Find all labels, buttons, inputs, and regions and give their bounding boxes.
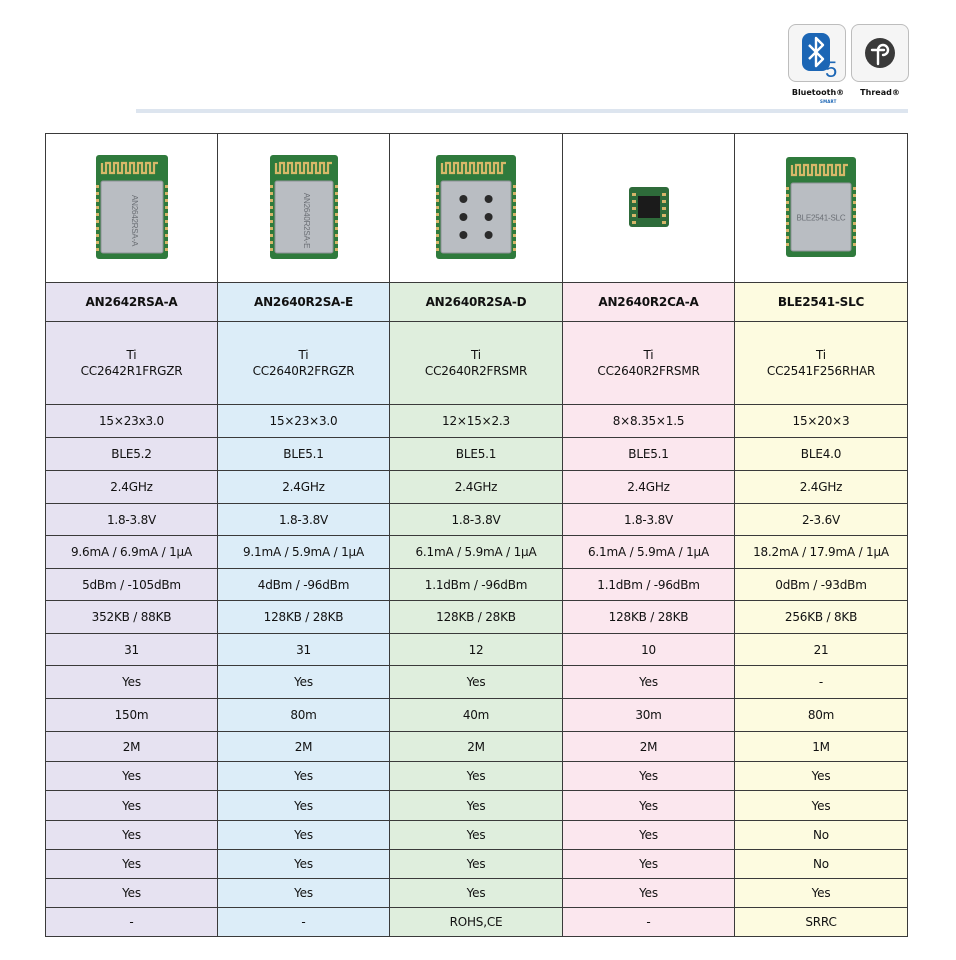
module-image-row <box>46 134 908 283</box>
spec-cell: BLE5.1 <box>390 438 563 471</box>
spec-cell: 15×23x3.0 <box>46 405 218 438</box>
spec-cell: - <box>563 908 735 937</box>
spec-row <box>46 821 908 850</box>
spec-cell: Yes <box>46 791 218 821</box>
spec-cell: Yes <box>390 666 563 699</box>
spec-cell: Yes <box>46 850 218 879</box>
spec-cell: 1.8-3.8V <box>218 504 390 536</box>
thread-logo <box>851 24 909 82</box>
chip-part: CC2541F256RHAR <box>766 364 876 378</box>
spec-cell: 2M <box>218 732 390 762</box>
model-name: AN2640R2SA-D <box>390 283 563 322</box>
spec-cell: 9.6mA / 6.9mA / 1µA <box>46 536 218 569</box>
chip-row <box>46 322 908 405</box>
spec-cell: 6.1mA / 5.9mA / 1µA <box>563 536 735 569</box>
module-photo-1 <box>270 155 338 259</box>
spec-cell: 30m <box>563 699 735 732</box>
spec-cell: 2-3.6V <box>735 504 908 536</box>
spec-cell: 15×20×3 <box>735 405 908 438</box>
spec-cell: 128KB / 28KB <box>390 601 563 634</box>
spec-row <box>46 908 908 937</box>
spec-cell: SRRC <box>735 908 908 937</box>
protocol-badges <box>788 24 910 114</box>
chip-vendor: Ti <box>816 348 826 362</box>
module-image-cell <box>46 134 218 283</box>
spec-cell: 2M <box>563 732 735 762</box>
module-photo-2 <box>436 155 516 259</box>
spec-row <box>46 699 908 732</box>
spec-row <box>46 634 908 666</box>
model-name-row <box>46 283 908 322</box>
spec-row <box>46 666 908 699</box>
spec-cell: 352KB / 88KB <box>46 601 218 634</box>
spec-row <box>46 438 908 471</box>
spec-cell: BLE5.1 <box>563 438 735 471</box>
spec-cell: Yes <box>218 666 390 699</box>
spec-cell: Yes <box>390 879 563 908</box>
module-comparison-table <box>45 133 908 937</box>
module-photo-0 <box>96 155 168 259</box>
spec-cell: 12 <box>390 634 563 666</box>
spec-cell: 1M <box>735 732 908 762</box>
module-photo-4 <box>786 157 856 257</box>
spec-cell: - <box>46 908 218 937</box>
module-image-cell <box>390 134 563 283</box>
model-name: AN2640R2SA-E <box>218 283 390 322</box>
spec-cell: 1.1dBm / -96dBm <box>390 569 563 601</box>
spec-row <box>46 504 908 536</box>
module-marking-text: BLE2541-SLC <box>796 212 846 222</box>
spec-cell: Yes <box>218 879 390 908</box>
spec-cell: 15×23×3.0 <box>218 405 390 438</box>
chip-vendor: Ti <box>298 348 309 362</box>
bluetooth-version-digit: 5 <box>825 57 838 81</box>
spec-cell: Yes <box>390 821 563 850</box>
bluetooth-smart-label: SMART <box>820 99 837 104</box>
spec-cell: BLE4.0 <box>735 438 908 471</box>
header-divider <box>136 109 908 113</box>
chip-vendor: Ti <box>471 348 481 362</box>
chip-vendor: Ti <box>126 348 137 362</box>
spec-cell: Yes <box>46 821 218 850</box>
spec-cell: 1.8-3.8V <box>46 504 218 536</box>
spec-cell: Yes <box>218 762 390 791</box>
spec-cell: - <box>735 666 908 699</box>
chip-part: CC2642R1FRGZR <box>80 364 183 378</box>
spec-cell: Yes <box>46 879 218 908</box>
spec-cell: 2.4GHz <box>218 471 390 504</box>
spec-cell: 12×15×2.3 <box>390 405 563 438</box>
chip-cell <box>218 322 390 405</box>
spec-cell: Yes <box>46 762 218 791</box>
spec-cell: 2.4GHz <box>563 471 735 504</box>
spec-cell: 80m <box>218 699 390 732</box>
spec-row <box>46 569 908 601</box>
spec-cell: 40m <box>390 699 563 732</box>
spec-cell: Yes <box>735 762 908 791</box>
spec-cell: 80m <box>735 699 908 732</box>
spec-row <box>46 601 908 634</box>
spec-row <box>46 850 908 879</box>
spec-cell: Yes <box>218 791 390 821</box>
spec-cell: 6.1mA / 5.9mA / 1µA <box>390 536 563 569</box>
module-image-cell <box>735 134 908 283</box>
model-name: AN2640R2CA-A <box>563 283 735 322</box>
model-name: BLE2541-SLC <box>735 283 908 322</box>
spec-cell: Yes <box>563 762 735 791</box>
spec-cell: 10 <box>563 634 735 666</box>
spec-cell: 2.4GHz <box>46 471 218 504</box>
chip-part: CC2640R2FRGZR <box>252 364 355 378</box>
spec-cell: Yes <box>218 821 390 850</box>
spec-cell: Yes <box>563 821 735 850</box>
spec-cell: 9.1mA / 5.9mA / 1µA <box>218 536 390 569</box>
spec-row <box>46 879 908 908</box>
spec-row <box>46 762 908 791</box>
chip-part: CC2640R2FRSMR <box>424 364 528 378</box>
spec-cell: ROHS,CE <box>390 908 563 937</box>
spec-cell: 21 <box>735 634 908 666</box>
spec-cell: Yes <box>390 791 563 821</box>
spec-cell: Yes <box>735 879 908 908</box>
module-photo-3 <box>629 187 669 227</box>
spec-cell: 128KB / 28KB <box>563 601 735 634</box>
spec-row <box>46 791 908 821</box>
spec-cell: 4dBm / -96dBm <box>218 569 390 601</box>
spec-cell: 256KB / 8KB <box>735 601 908 634</box>
spec-cell: 1.1dBm / -96dBm <box>563 569 735 601</box>
chip-cell <box>735 322 908 405</box>
spec-cell: Yes <box>563 879 735 908</box>
spec-cell: Yes <box>46 666 218 699</box>
spec-row <box>46 536 908 569</box>
spec-cell: 31 <box>46 634 218 666</box>
spec-cell: BLE5.1 <box>218 438 390 471</box>
chip-part: CC2640R2FRSMR <box>597 364 700 378</box>
bluetooth-label: Bluetooth® <box>791 88 845 97</box>
spec-cell: 8×8.35×1.5 <box>563 405 735 438</box>
spec-row <box>46 471 908 504</box>
spec-cell: 1.8-3.8V <box>563 504 735 536</box>
spec-cell: Yes <box>390 762 563 791</box>
spec-cell: Yes <box>563 791 735 821</box>
spec-cell: 2M <box>46 732 218 762</box>
spec-cell: BLE5.2 <box>46 438 218 471</box>
spec-cell: 1.8-3.8V <box>390 504 563 536</box>
spec-cell: Yes <box>218 850 390 879</box>
spec-cell: Yes <box>563 850 735 879</box>
spec-cell: - <box>218 908 390 937</box>
module-image-cell <box>218 134 390 283</box>
spec-cell: 2M <box>390 732 563 762</box>
thread-label: Thread® <box>860 88 900 97</box>
spec-cell: No <box>735 850 908 879</box>
spec-row <box>46 732 908 762</box>
chip-cell <box>563 322 735 405</box>
spec-row <box>46 405 908 438</box>
spec-cell: Yes <box>390 850 563 879</box>
module-marking-text: AN2642RSA-A <box>129 194 139 246</box>
chip-vendor: Ti <box>643 348 654 362</box>
chip-cell <box>46 322 218 405</box>
spec-cell: 128KB / 28KB <box>218 601 390 634</box>
bluetooth-logo <box>788 24 846 82</box>
model-name: AN2642RSA-A <box>46 283 218 322</box>
spec-cell: 31 <box>218 634 390 666</box>
spec-cell: No <box>735 821 908 850</box>
spec-cell: 18.2mA / 17.9mA / 1µA <box>735 536 908 569</box>
spec-cell: 2.4GHz <box>735 471 908 504</box>
spec-cell: 2.4GHz <box>390 471 563 504</box>
module-marking-text: AN2640R2SA-E <box>301 192 311 248</box>
chip-cell <box>390 322 563 405</box>
spec-cell: 5dBm / -105dBm <box>46 569 218 601</box>
spec-cell: 0dBm / -93dBm <box>735 569 908 601</box>
module-image-cell <box>563 134 735 283</box>
spec-cell: Yes <box>735 791 908 821</box>
spec-cell: Yes <box>563 666 735 699</box>
spec-cell: 150m <box>46 699 218 732</box>
